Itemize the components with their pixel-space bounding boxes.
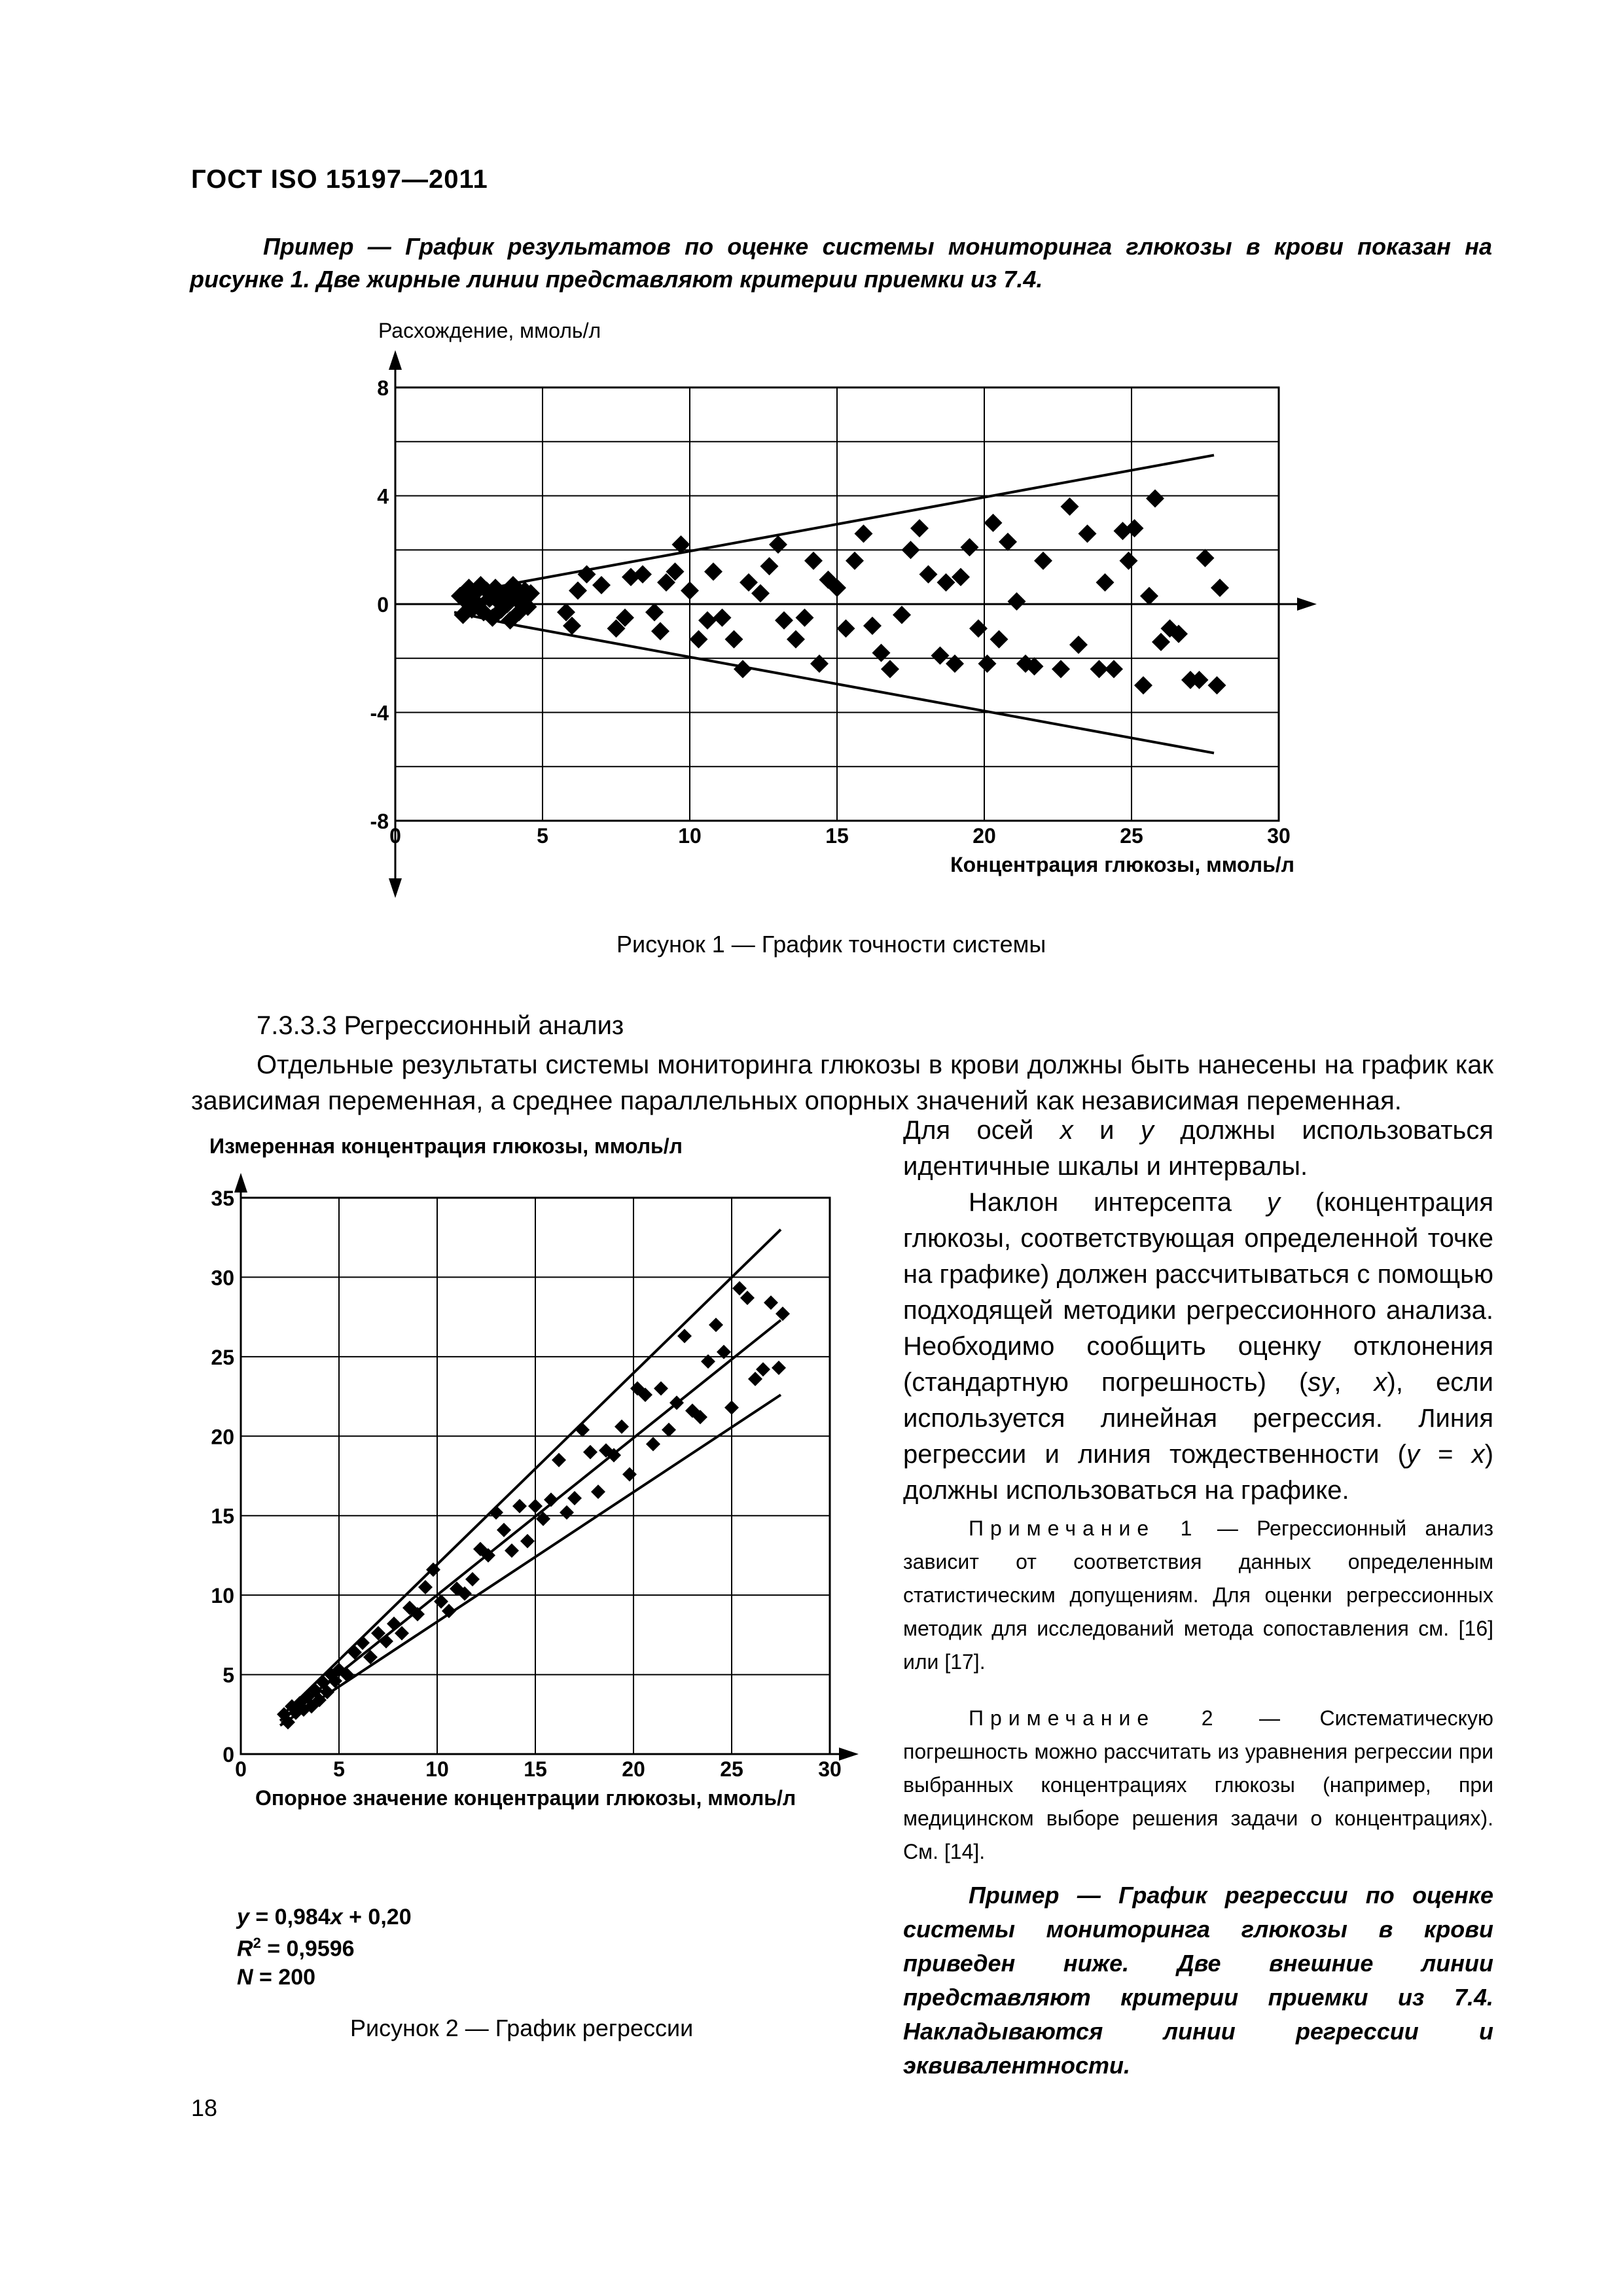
fig2-x-tick-4: 20 <box>622 1757 645 1781</box>
fig2-y-tick-1: 30 <box>211 1266 234 1290</box>
fig1-point-40 <box>690 630 708 649</box>
fig2-point-41 <box>544 1492 558 1507</box>
example-2-label: Пример <box>969 1882 1060 1909</box>
figure-1-accuracy-chart <box>0 0 1623 969</box>
fig2-point-64 <box>724 1401 739 1415</box>
fig1-x-tick-5: 25 <box>1120 824 1143 848</box>
fig1-point-69 <box>946 655 964 673</box>
fig2-point-68 <box>756 1362 770 1376</box>
slope-text-2: (концентрация глюкозы, соответствующая определенной точке на графике) должен рассчитываться с помощью подходящей методики регрессионного анализа. Необходимо сообщить оценку отклонения (стандартную погрешность) ( <box>903 1188 1493 1397</box>
axes-scale-paragraph <box>903 1113 1493 1185</box>
fig1-y-tick-0: 8 <box>377 376 389 400</box>
fig1-point-65 <box>910 519 929 537</box>
fig1-point-89 <box>1120 552 1138 570</box>
fig1-point-91 <box>1134 676 1152 694</box>
r-squared-value <box>237 1935 355 1962</box>
fig1-line-1 <box>454 612 1214 753</box>
figure-2-caption: Рисунок 2 — График регрессии <box>350 2015 694 2041</box>
fig1-y-arrow-down-icon <box>389 878 402 898</box>
n-symbol: N <box>237 1965 253 1990</box>
fig1-point-58 <box>846 552 864 570</box>
fig1-point-45 <box>734 660 752 678</box>
fig2-point-70 <box>772 1361 786 1375</box>
fig2-point-50 <box>615 1420 629 1434</box>
fig1-point-75 <box>990 630 1008 649</box>
fig2-point-58 <box>677 1329 692 1343</box>
fig2-x-tick-2: 10 <box>425 1757 449 1781</box>
fig1-point-64 <box>902 541 920 559</box>
fig2-point-56 <box>662 1423 676 1437</box>
fig2-point-36 <box>505 1543 519 1558</box>
fig1-y-tick-1: 4 <box>377 484 389 509</box>
fig1-x-tick-2: 10 <box>678 824 702 848</box>
regression-intro-paragraph: Отдельные результаты системы мониторинга глюкозы в крови должны быть нанесены на график как зависимая переменная, а среднее параллельных опорных значений как независимая переменная. <box>191 1050 1493 1115</box>
slope-text-5: = <box>1419 1440 1472 1469</box>
slope-text-3: , <box>1334 1368 1374 1397</box>
fig1-x-axis-label: Концентрация глюкозы, ммоль/л <box>950 853 1294 876</box>
section-heading: 7.3.3.3 Регрессионный анализ <box>257 1011 624 1040</box>
fig2-point-65 <box>732 1281 747 1295</box>
fig2-x-tick-3: 15 <box>524 1757 547 1781</box>
axes-y-symbol: y <box>1140 1116 1154 1145</box>
fig1-point-81 <box>1052 660 1070 678</box>
fig2-point-55 <box>654 1381 668 1395</box>
fig1-point-59 <box>855 524 873 543</box>
fig2-x-tick-labels <box>235 1757 842 1781</box>
fig2-point-37 <box>512 1499 527 1513</box>
slope-text-4: ), если используется линейная регрессия. Линия регрессии и линия тождественности ( <box>903 1368 1493 1469</box>
fig2-y-tick-2: 25 <box>211 1345 234 1369</box>
fig1-x-tick-0: 0 <box>389 824 401 848</box>
fig2-x-tick-6: 30 <box>818 1757 842 1781</box>
fig1-point-63 <box>893 606 911 624</box>
fig2-x-tick-5: 25 <box>720 1757 743 1781</box>
fig2-y-tick-0: 35 <box>211 1187 234 1210</box>
axes-text-3: должны использоваться идентичные шкалы и интервалы. <box>903 1116 1494 1181</box>
fig1-y-tick-3: -4 <box>370 701 389 725</box>
fig1-point-29 <box>592 576 611 594</box>
slope-x-symbol: x <box>1374 1368 1387 1397</box>
fig1-point-66 <box>919 565 938 583</box>
fig1-point-87 <box>1105 660 1123 678</box>
slope-sy-symbol: sy <box>1308 1368 1334 1397</box>
page-number: 18 <box>191 2094 218 2121</box>
slope-y-symbol: y <box>1266 1188 1280 1217</box>
fig2-point-67 <box>748 1372 762 1386</box>
fig2-line-0 <box>280 1230 781 1718</box>
fig1-point-93 <box>1146 490 1164 508</box>
fig1-point-74 <box>984 514 1003 532</box>
example-1-label: Пример <box>263 233 354 260</box>
fig2-y-tick-3: 20 <box>211 1425 234 1449</box>
fig1-point-99 <box>1196 549 1215 567</box>
fig1-point-70 <box>952 568 970 586</box>
document-header: ГОСТ ISO 15197—2011 <box>191 165 488 194</box>
fig1-point-54 <box>810 655 829 673</box>
fig2-line-1 <box>280 1320 781 1721</box>
fig2-point-31 <box>465 1572 480 1587</box>
eq-coef: = 0,984 <box>249 1905 330 1929</box>
fig1-point-100 <box>1208 676 1226 694</box>
figure-1-caption: Рисунок 1 — График точности системы <box>616 931 1046 958</box>
fig1-y-tick-4: -8 <box>370 810 389 833</box>
fig1-point-67 <box>931 647 950 665</box>
fig1-point-71 <box>961 538 979 556</box>
fig1-point-41 <box>698 611 717 630</box>
regression-equation <box>237 1905 412 1930</box>
slope-eq-y-symbol: y <box>1406 1440 1419 1469</box>
fig1-y-tick-labels <box>370 376 389 833</box>
fig1-point-80 <box>1034 552 1052 570</box>
eq-y-symbol: y <box>237 1905 249 1929</box>
fig1-point-57 <box>837 619 855 637</box>
fig1-point-73 <box>978 655 997 673</box>
r-value: = 0,9596 <box>260 1936 355 1962</box>
fig1-x-tick-6: 30 <box>1267 824 1291 848</box>
fig1-point-51 <box>787 630 805 649</box>
fig2-point-38 <box>520 1534 535 1549</box>
fig1-line-0 <box>454 455 1214 596</box>
fig1-point-27 <box>569 581 587 600</box>
slope-paragraph <box>903 1185 1493 1509</box>
fig1-point-43 <box>713 609 732 627</box>
eq-intercept: + 0,20 <box>342 1905 412 1929</box>
fig2-point-21 <box>387 1617 401 1631</box>
fig1-point-44 <box>725 630 743 649</box>
fig1-point-52 <box>796 609 814 627</box>
fig1-point-84 <box>1079 524 1097 543</box>
r-symbol: R <box>237 1936 253 1962</box>
fig1-point-62 <box>881 660 899 678</box>
fig1-point-94 <box>1152 633 1170 651</box>
fig2-point-47 <box>591 1484 605 1499</box>
fig1-x-tick-3: 15 <box>825 824 849 848</box>
fig1-point-61 <box>872 643 891 662</box>
fig2-point-46 <box>583 1445 597 1460</box>
fig1-point-42 <box>704 562 722 581</box>
fig2-point-17 <box>355 1636 370 1650</box>
note-2-text: — Систематическую погрешность можно рассчитать из уравнения регрессии при выбранных концентрациях глюкозы (например, при медицинском выборе решения задачи о концентрациях). См. [14]. <box>903 1706 1493 1863</box>
example-1-text: — График результатов по оценке системы мониторинга глюкозы в крови показан на рисунке 1. Две жирные линии представляют критерии приемки из 7.4. <box>190 233 1492 293</box>
r-exponent: 2 <box>253 1935 261 1951</box>
slope-eq-x-symbol: x <box>1471 1440 1485 1469</box>
fig1-y-axis-label: Расхождение, ммоль/л <box>378 319 601 342</box>
fig2-point-51 <box>622 1467 637 1482</box>
fig1-point-77 <box>1008 592 1026 611</box>
note-1-text: — Регрессионный анализ зависит от соответствия данных определенным статистическим допущениям. Для оценки регрессионных методик для исследований метода сопоставления см. [16] или [17]. <box>903 1516 1494 1674</box>
fig2-point-35 <box>497 1523 511 1537</box>
fig2-point-71 <box>776 1306 790 1321</box>
n-value: = 200 <box>253 1965 316 1990</box>
note-2 <box>903 1702 1493 1869</box>
fig2-y-tick-7: 0 <box>223 1743 234 1767</box>
fig1-x-tick-1: 5 <box>537 824 548 848</box>
fig2-y-tick-5: 10 <box>211 1584 234 1608</box>
fig2-x-axis-label: Опорное значение концентрации глюкозы, ммоль/л <box>255 1786 796 1810</box>
slope-text-6: ) должны использоваться на графике. <box>903 1440 1494 1505</box>
axes-text-2: и <box>1073 1116 1141 1145</box>
fig1-y-tick-2: 0 <box>377 593 389 617</box>
fig2-point-43 <box>560 1505 574 1520</box>
fig2-y-tick-6: 5 <box>223 1663 234 1687</box>
fig2-point-42 <box>552 1453 566 1467</box>
example-2-paragraph <box>903 1878 1493 2083</box>
example-2-text: — График регрессии по оценке системы мониторинга глюкозы в крови приведен ниже. Две внешние линии представляют критерии приемки из 7.4. Накладываются линии регрессии и эквивалентности. <box>903 1882 1493 2079</box>
fig2-x-tick-0: 0 <box>235 1757 247 1781</box>
fig1-point-35 <box>651 622 669 640</box>
axes-x-symbol: x <box>1060 1116 1073 1145</box>
fig1-point-48 <box>760 557 779 575</box>
fig1-point-53 <box>804 552 823 570</box>
eq-x-symbol: x <box>330 1905 343 1929</box>
fig1-x-arrow-icon <box>1297 598 1317 611</box>
note-2-label: Примечание 2 <box>969 1706 1220 1730</box>
fig1-point-82 <box>1061 497 1079 516</box>
fig2-point-34 <box>489 1505 503 1520</box>
fig1-x-tick-4: 20 <box>972 824 996 848</box>
fig2-point-66 <box>740 1291 755 1305</box>
note-1 <box>903 1512 1493 1679</box>
fig2-y-tick-4: 15 <box>211 1504 234 1528</box>
fig1-point-47 <box>751 584 770 602</box>
fig2-point-54 <box>646 1437 660 1451</box>
fig1-point-68 <box>937 573 955 592</box>
fig2-y-tick-labels <box>211 1187 234 1767</box>
fig2-point-69 <box>764 1295 778 1310</box>
fig1-point-101 <box>1211 579 1229 597</box>
fig1-x-tick-labels <box>389 824 1291 848</box>
fig2-point-45 <box>575 1423 590 1437</box>
axes-text-1: Для осей <box>903 1116 1060 1145</box>
note-1-label: Примечание 1 <box>969 1516 1199 1540</box>
fig1-point-34 <box>645 603 664 621</box>
fig2-line-2 <box>280 1395 781 1725</box>
sample-size <box>237 1965 315 1990</box>
fig1-point-46 <box>740 573 758 592</box>
fig2-y-axis-label: Измеренная концентрация глюкозы, ммоль/л <box>209 1134 683 1158</box>
slope-text-1: Наклон интерсепта <box>969 1188 1267 1217</box>
figure-2-regression-chart <box>0 1113 890 1924</box>
fig2-y-arrow-icon <box>234 1173 247 1193</box>
fig1-point-86 <box>1096 573 1115 592</box>
fig1-point-76 <box>999 533 1017 551</box>
fig1-point-50 <box>775 611 793 630</box>
fig2-x-arrow-icon <box>839 1748 859 1761</box>
fig1-point-49 <box>769 535 787 554</box>
fig1-y-arrow-up-icon <box>389 350 402 370</box>
fig2-x-tick-1: 5 <box>333 1757 345 1781</box>
fig1-point-92 <box>1140 587 1158 605</box>
fig1-point-83 <box>1069 636 1088 654</box>
fig2-point-62 <box>709 1318 723 1332</box>
fig2-point-44 <box>567 1491 582 1505</box>
fig1-data-points <box>451 490 1229 694</box>
fig1-point-39 <box>681 581 699 600</box>
fig1-point-60 <box>863 617 882 635</box>
